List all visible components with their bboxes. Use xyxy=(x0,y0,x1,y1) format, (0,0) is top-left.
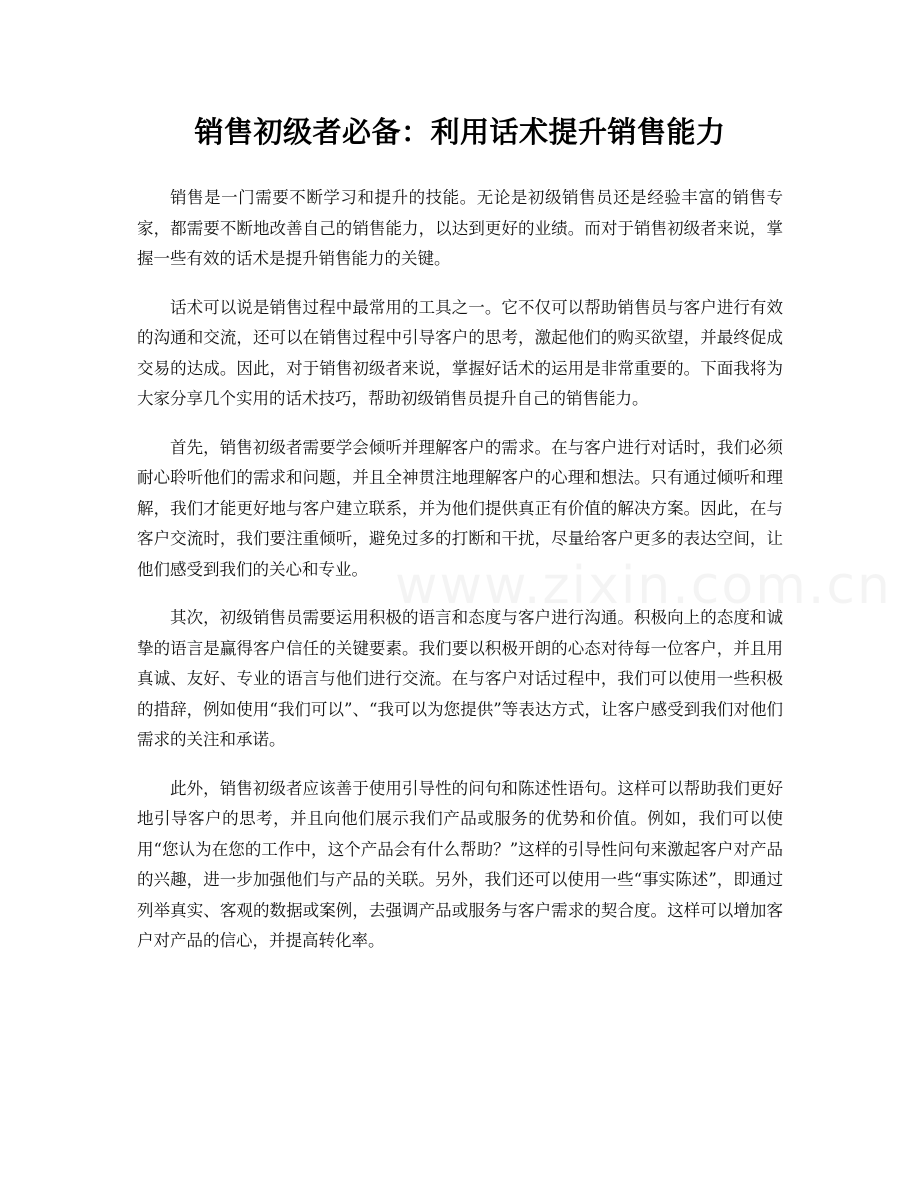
document-title: 销售初级者必备：利用话术提升销售能力 xyxy=(194,115,726,149)
paragraph-1: 销售是一门需要不断学习和提升的技能。无论是初级销售员还是经验丰富的销售专家，都需要不断地改善自己的销售能力，以达到更好的业绩。而对于销售初级者来说，掌握一些有效的话术是提升销售能力的关键。 xyxy=(137,188,783,268)
paragraph-3: 首先，销售初级者需要学会倾听并理解客户的需求。在与客户进行对话时，我们必须耐心聆听他们的需求和问题，并且全神贯注地理解客户的心理和想法。只有通过倾听和理解，我们才能更好地与客户建立联系，并为他们提供真正有价值的解决方案。因此，在与客户交流时，我们要注重倾听，避免过多的打断和干扰，尽量给客户更多的表达空间，让他们感受到我们的关心和专业。 xyxy=(137,437,783,579)
paragraph-5: 此外，销售初级者应该善于使用引导性的问句和陈述性语句。这样可以帮助我们更好地引导客户的思考，并且向他们展示我们产品或服务的优势和价值。例如，我们可以使用“您认为在您的工作中，这个产品会有什么帮助？”这样的引导性问句来激起客户对产品的兴趣，进一步加强他们与产品的关联。另外，我们还可以使用一些“事实陈述”，即通过列举真实、客观的数据或案例，去强调产品或服务与客户需求的契合度。这样可以增加客户对产品的信心，并提高转化率。 xyxy=(137,778,783,950)
paragraph-4: 其次，初级销售员需要运用积极的语言和态度与客户进行沟通。积极向上的态度和诚挚的语言是赢得客户信任的关键要素。我们要以积极开朗的心态对待每一位客户，并且用真诚、友好、专业的语言与他们进行交流。在与客户对话过程中，我们可以使用一些积极的措辞，例如使用“我们可以”、“我可以为您提供”等表达方式，让客户感受到我们对他们需求的关注和承诺。 xyxy=(137,608,783,749)
paragraph-2: 话术可以说是销售过程中最常用的工具之一。它不仅可以帮助销售员与客户进行有效的沟通和交流，还可以在销售过程中引导客户的思考，激起他们的购买欲望，并最终促成交易的达成。因此，对于销售初级者来说，掌握好话术的运用是非常重要的。下面我将为大家分享几个实用的话术技巧，帮助初级销售员提升自己的销售能力。 xyxy=(137,297,783,408)
document-body xyxy=(137,183,783,957)
